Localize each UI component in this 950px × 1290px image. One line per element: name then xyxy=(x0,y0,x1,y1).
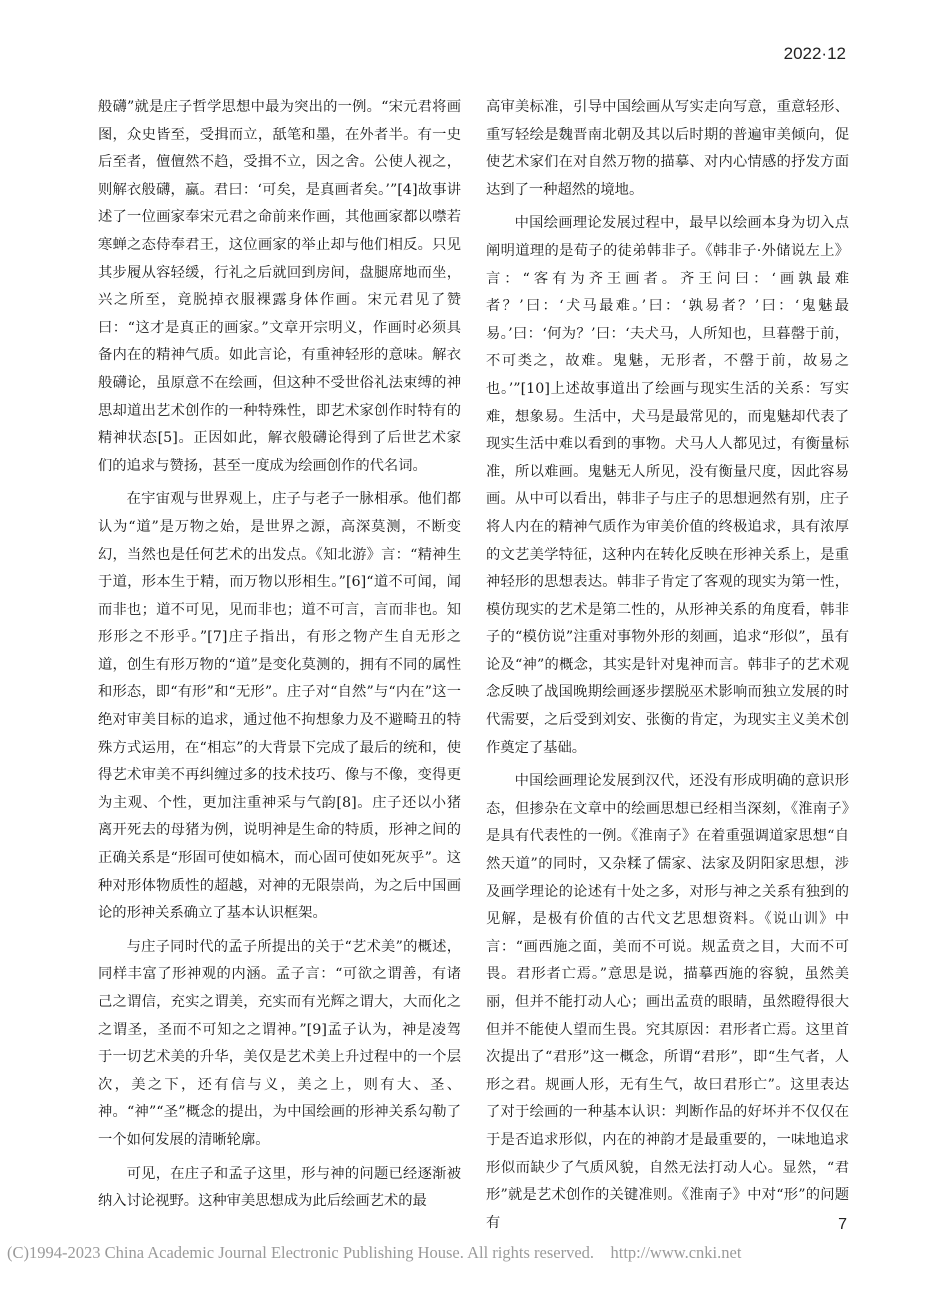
copyright-footer: (C)1994-2023 China Academic Journal Electronic Publishing House. All rights reserved. http://www.cnki.net xyxy=(7,1243,742,1262)
left-column xyxy=(98,94,461,1216)
issue-number: 2022·12 xyxy=(783,44,846,63)
paragraph: 高审美标准，引导中国绘画从写实走向写意，重意轻形、重写轻绘是魏晋南北朝及其以后时期的普遍审美倾向，促使艺术家们在对自然万物的描摹、对内心情感的抒发方面达到了一种超然的境地。 xyxy=(486,99,849,198)
paragraph: 般礴”就是庄子哲学思想中最为突出的一例。“宋元君将画图，众史皆至，受揖而立，舐笔和墨，在外者半。有一史后至者，儃儃然不趋，受揖不立，因之舍。公使人视之，则解衣般礴，蠃。君曰：‘可矣，是真画者矣。’”[4]故事讲述了一位画家奉宋元君之命前来作画，其他画家都以噤若寒蝉之态侍奉君王，这位画家的举止却与他们相反。只见其步履从容轻缓，行礼之后就回到房间，盘腿席地而坐，兴之所至，竟脱掉衣服裸露身体作画。宋元君见了赞曰：“这才是真正的画家。”文章开宗明义，作画时必须具备内在的精神气质。如此言论，有重神轻形的意味。解衣般礴论，虽原意不在绘画，但这种不受世俗礼法束缚的神思却道出艺术创作的一种特殊性，即艺术家创作时特有的精神状态[5]。正因如此，解衣般礴论得到了后世艺术家们的追求与赞扬，甚至一度成为绘画创作的代名词。 xyxy=(98,99,461,474)
paragraph: 与庄子同时代的孟子所提出的关于“艺术美”的概述，同样丰富了形神观的内涵。孟子言：“可欲之谓善，有诸己之谓信，充实之谓美，充实而有光辉之谓大，大而化之之谓圣，圣而不可知之之谓神。”[9]孟子认为，神是凌驾于一切艺术美的升华，美仅是艺术美上升过程中的一个层次，美之下，还有信与义，美之上，则有大、圣、神。“神”“圣”概念的提出，为中国绘画的形神关系勾勒了一个如何发展的清晰轮廓。 xyxy=(98,938,461,1148)
paragraph: 在宇宙观与世界观上，庄子与老子一脉相承。他们都认为“道”是万物之始，是世界之源，高深莫测，不断变幻，当然也是任何艺术的出发点。《知北游》言：“精神生于道，形本生于精，而万物以形相生。”[6]“道不可闻，闻而非也；道不可见，见而非也；道不可言，言而非也。知形形之不形乎。”[7]庄子指出，有形之物产生自无形之道，创生有形万物的“道”是变化莫测的，拥有不同的属性和形态，即“有形”和“无形”。庄子对“自然”与“内在”这一绝对审美目标的追求，通过他不拘想象力及不避畸丑的特殊方式运用，在“相忘”的大背景下完成了最后的统和，使得艺术审美不再纠缠过多的技术技巧、像与不像，变得更为主观、个性，更加注重神采与气韵[8]。庄子还以小猪离开死去的母猪为例，说明神是生命的特质，形神之间的正确关系是“形固可使如槁木，而心固可使如死灰乎”。这种对形体物质性的超越，对神的无限崇尚，为之后中国画论的形神关系确立了基本认识框架。 xyxy=(98,491,461,922)
right-column xyxy=(486,94,849,1237)
page-number: 7 xyxy=(838,1216,847,1233)
paragraph: 中国绘画理论发展过程中，最早以绘画本身为切入点阐明道理的是荀子的徒弟韩非子。《韩非子·外储说左上》言：“客有为齐王画者。齐王问曰：‘画孰最难者？’曰：‘犬马最难。’曰：‘孰易者？’曰：‘鬼魅最易。’曰：‘何为？’曰：‘夫犬马，人所知也，旦暮罄于前，不可类之，故难。鬼魅，无形者，不罄于前，故易之也。’”[10]上述故事道出了绘画与现实生活的关系：写实难，想象易。生活中，犬马是最常见的，而鬼魅却代表了现实生活中难以看到的事物。犬马人人都见过，有衡量标准，所以难画。鬼魅无人所见，没有衡量尺度，因此容易画。从中可以看出，韩非子与庄子的思想迥然有别，庄子将人内在的精神气质作为审美价值的终极追求，具有浓厚的文艺美学特征，这种内在转化反映在形神关系上，是重神轻形的思想表达。韩非子肯定了客观的现实为第一性，模仿现实的艺术是第二性的，从形神关系的角度看，韩非子的“模仿说”注重对事物外形的刻画，追求“形似”，虽有论及“神”的概念，其实是针对鬼神而言。韩非子的艺术观念反映了战国晚期绘画逐步摆脱巫术影响而独立发展的时代需要，之后受到刘安、张衡的肯定，为现实主义美术创作奠定了基础。 xyxy=(486,215,849,756)
paragraph: 可见，在庄子和孟子这里，形与神的问题已经逐渐被纳入讨论视野。这种审美思想成为此后绘画艺术的最 xyxy=(98,1165,461,1210)
paragraph: 中国绘画理论发展到汉代，还没有形成明确的意识形态，但掺杂在文章中的绘画思想已经相当深刻，《淮南子》是具有代表性的一例。《淮南子》在着重强调道家思想“自然天道”的同时，又杂糅了儒家、法家及阴阳家思想，涉及画学理论的论述有十处之多，对形与神之关系有独到的见解，是极有价值的古代文艺思想资料。《说山训》中言：“画西施之面，美而不可说。规孟贲之目，大而不可畏。君形者亡焉。”意思是说，描摹西施的容貌，虽然美丽，但并不能打动人心；画出孟贲的眼睛，虽然瞪得很大但并不能使人望而生畏。究其原因：君形者亡焉。这里首次提出了“君形”这一概念，所谓“君形”，即“生气者，人形之君。规画人形，无有生气，故曰君形亡”。这里表达了对于绘画的一种基本认识：判断作品的好坏并不仅仅在于是否追求形似，内在的神韵才是最重要的，一味地追求形似而缺少了气质风貌，自然无法打动人心。显然，“君形”就是艺术创作的关键准则。《淮南子》中对“形”的问题有 xyxy=(486,773,849,1231)
